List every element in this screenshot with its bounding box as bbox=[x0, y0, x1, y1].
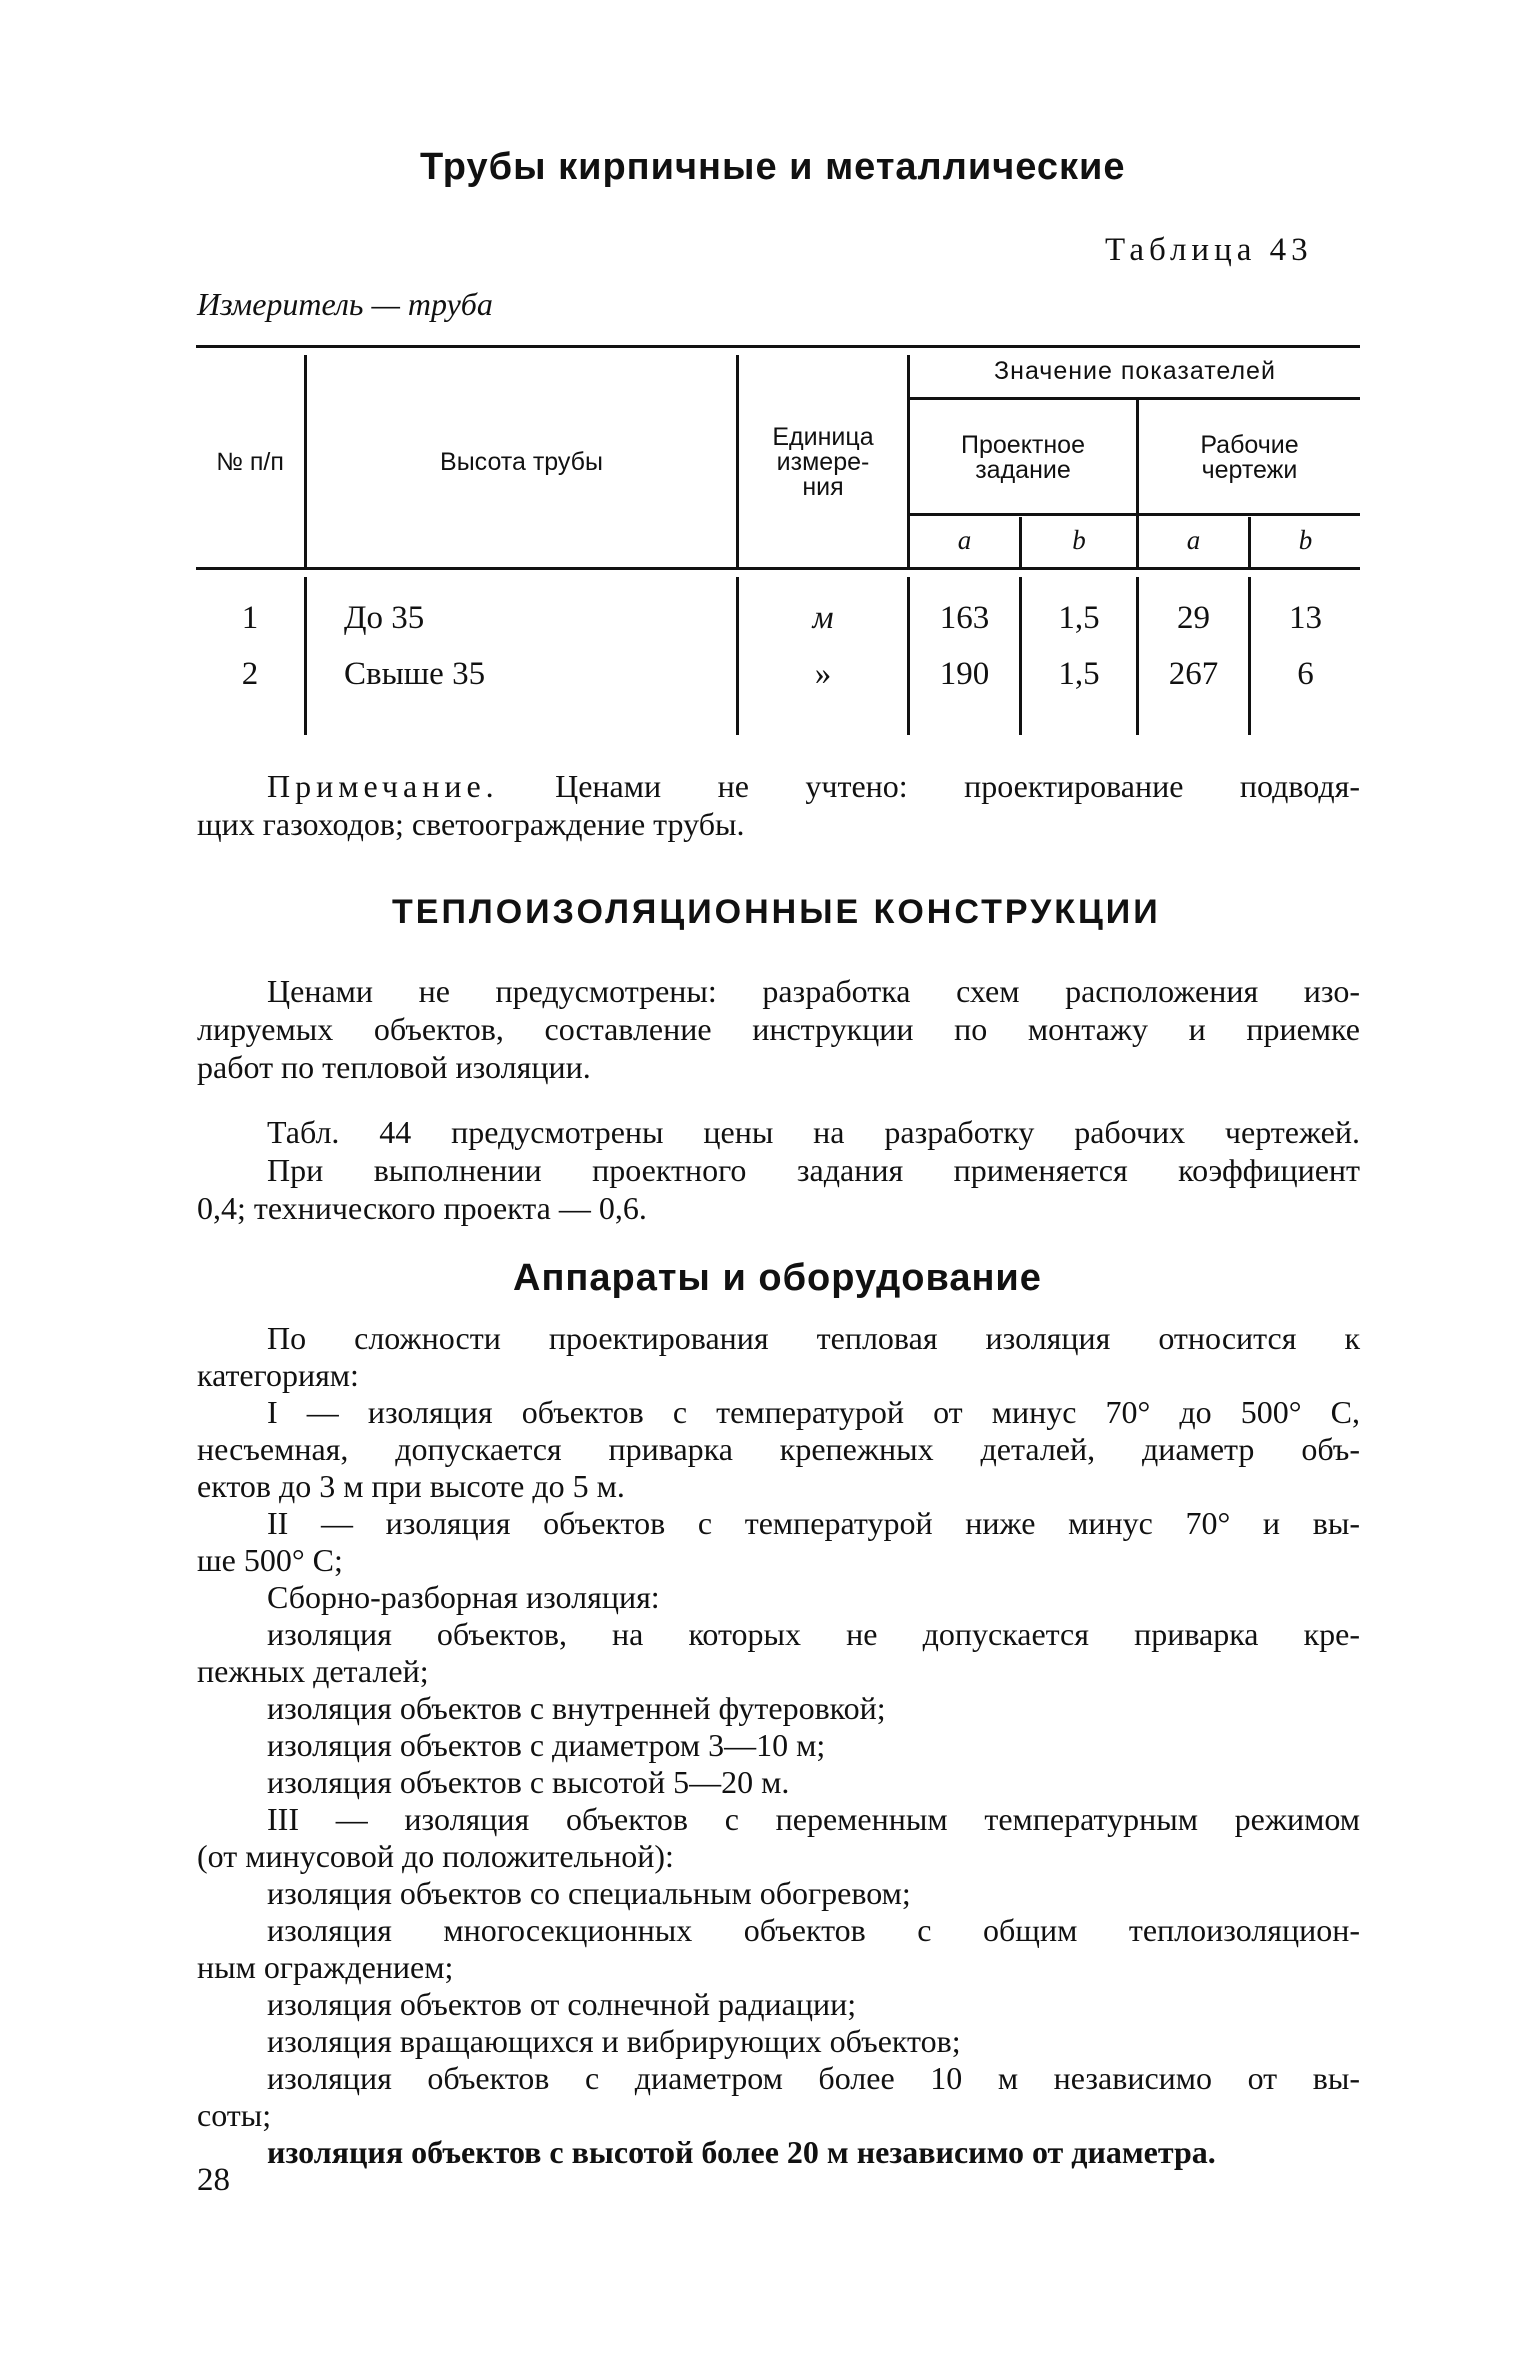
row2-num: 2 bbox=[241, 656, 259, 692]
paragraph-line: Табл. 44 предусмотрены цены на разработку рабочих чертежей. bbox=[267, 1114, 1360, 1150]
row2-project-a: 190 bbox=[939, 656, 990, 692]
page-title: Трубы кирпичные и металлические bbox=[420, 146, 1126, 188]
body-line: изоляция объектов от солнечной радиации; bbox=[267, 1986, 857, 2022]
group-rule bbox=[909, 397, 1360, 400]
body-line: изоляция многосекционных объектов с общим теплоизоляцион- bbox=[267, 1912, 1360, 1948]
body-line: изоляция объектов с внутренней футеровкой; bbox=[267, 1690, 886, 1726]
table-note bbox=[197, 767, 1360, 843]
row2-height: Свыше 35 bbox=[344, 656, 486, 692]
header-height: Высота трубы bbox=[440, 448, 603, 476]
body-line: Сборно-разборная изоляция: bbox=[267, 1579, 660, 1615]
header-num: № п/п bbox=[216, 448, 284, 476]
header-unit bbox=[739, 425, 907, 500]
row1-working-b: 13 bbox=[1289, 600, 1322, 636]
row1-num: 1 bbox=[241, 600, 259, 636]
body-line: ектов до 3 м при высоте до 5 м. bbox=[197, 1468, 625, 1504]
header-project-a: a bbox=[957, 525, 972, 555]
section-heading-insulation: ТЕПЛОИЗОЛЯЦИОННЫЕ КОНСТРУКЦИИ bbox=[392, 893, 1161, 931]
body-line: изоляция объектов с высотой более 20 м независимо от диаметра. bbox=[267, 2134, 1216, 2170]
header-working bbox=[1139, 433, 1360, 483]
paragraph-insulation-2 bbox=[197, 1113, 1360, 1227]
body-line: изоляция объектов со специальным обогревом; bbox=[267, 1875, 911, 1911]
header-working-a: a bbox=[1186, 525, 1201, 555]
body-line: несъемная, допускается приварка крепежных деталей, диаметр объ- bbox=[197, 1431, 1360, 1467]
header-bottom-rule bbox=[196, 567, 1360, 570]
header-working-line: чертежи bbox=[1201, 456, 1298, 484]
body-line: II — изоляция объектов с температурой ниже минус 70° и вы- bbox=[267, 1505, 1360, 1541]
paragraph-line: лируемых объектов, составление инструкции по монтажу и приемке bbox=[197, 1011, 1360, 1047]
body-line: I — изоляция объектов с температурой от минус 70° до 500° С, bbox=[267, 1394, 1360, 1430]
header-project bbox=[910, 433, 1136, 483]
header-group: Значение показателей bbox=[994, 357, 1276, 385]
measure-unit: Измеритель — труба bbox=[197, 286, 493, 322]
col-rule bbox=[304, 577, 307, 735]
note-text: Ценами не учтено: проектирование подводя- bbox=[555, 768, 1361, 804]
row1-unit: м bbox=[812, 600, 834, 636]
body-line: ным ограждением; bbox=[197, 1949, 454, 1985]
row1-project-b: 1,5 bbox=[1058, 600, 1100, 636]
paragraph-insulation-1 bbox=[197, 972, 1360, 1086]
body-line: III — изоляция объектов с переменным температурным режимом bbox=[267, 1801, 1360, 1837]
body-line: изоляция объектов, на которых не допускается приварка кре- bbox=[267, 1616, 1360, 1652]
row2-project-b: 1,5 bbox=[1058, 656, 1100, 692]
header-project-b: b bbox=[1072, 525, 1086, 555]
body-line: ше 500° С; bbox=[197, 1542, 343, 1578]
body-line: соты; bbox=[197, 2097, 272, 2133]
subheader-rule bbox=[909, 513, 1360, 516]
body-line: изоляция объектов с диаметром 3—10 м; bbox=[267, 1727, 826, 1763]
table-label: Таблица 43 bbox=[1105, 232, 1313, 268]
body-line: изоляция объектов с высотой 5—20 м. bbox=[267, 1764, 790, 1800]
body-line: пежных деталей; bbox=[197, 1653, 429, 1689]
page-number: 28 bbox=[197, 2162, 230, 2198]
row1-project-a: 163 bbox=[939, 600, 990, 636]
paragraph-line: 0,4; технического проекта — 0,6. bbox=[197, 1190, 647, 1226]
body-line: (от минусовой до положительной): bbox=[197, 1838, 674, 1874]
table-top-rule bbox=[196, 345, 1360, 348]
paragraph-line: Ценами не предусмотрены: разработка схем расположения изо- bbox=[267, 973, 1360, 1009]
note-line bbox=[197, 767, 1360, 805]
body-line: изоляция объектов с диаметром более 10 м независимо от вы- bbox=[267, 2060, 1360, 2096]
apparatus-body bbox=[197, 1320, 1360, 2171]
header-unit-line: Единица bbox=[772, 423, 874, 451]
row2-working-b: 6 bbox=[1297, 656, 1314, 692]
header-unit-line: ния bbox=[802, 473, 844, 501]
row2-unit: » bbox=[814, 656, 832, 692]
header-working-line: Рабочие bbox=[1200, 431, 1299, 459]
row1-height: До 35 bbox=[344, 600, 425, 636]
row1-working-a: 29 bbox=[1177, 600, 1210, 636]
header-working-b: b bbox=[1298, 525, 1313, 555]
table-43 bbox=[196, 345, 1360, 735]
note-label: Примечание. bbox=[267, 768, 499, 804]
body-line: категориям: bbox=[197, 1357, 359, 1393]
section-heading-apparatus: Аппараты и оборудование bbox=[513, 1257, 1042, 1299]
header-project-line: Проектное bbox=[961, 431, 1085, 459]
paragraph-line: При выполнении проектного задания применяется коэффициент bbox=[267, 1152, 1360, 1188]
body-line: изоляция вращающихся и вибрирующих объектов; bbox=[267, 2023, 961, 2059]
row2-working-a: 267 bbox=[1168, 656, 1219, 692]
paragraph-line: работ по тепловой изоляции. bbox=[197, 1049, 591, 1085]
header-unit-line: измере- bbox=[776, 448, 870, 476]
header-project-line: задание bbox=[975, 456, 1071, 484]
note-line: щих газоходов; светоограждение трубы. bbox=[197, 806, 745, 842]
body-line: По сложности проектирования тепловая изоляция относится к bbox=[267, 1320, 1360, 1356]
